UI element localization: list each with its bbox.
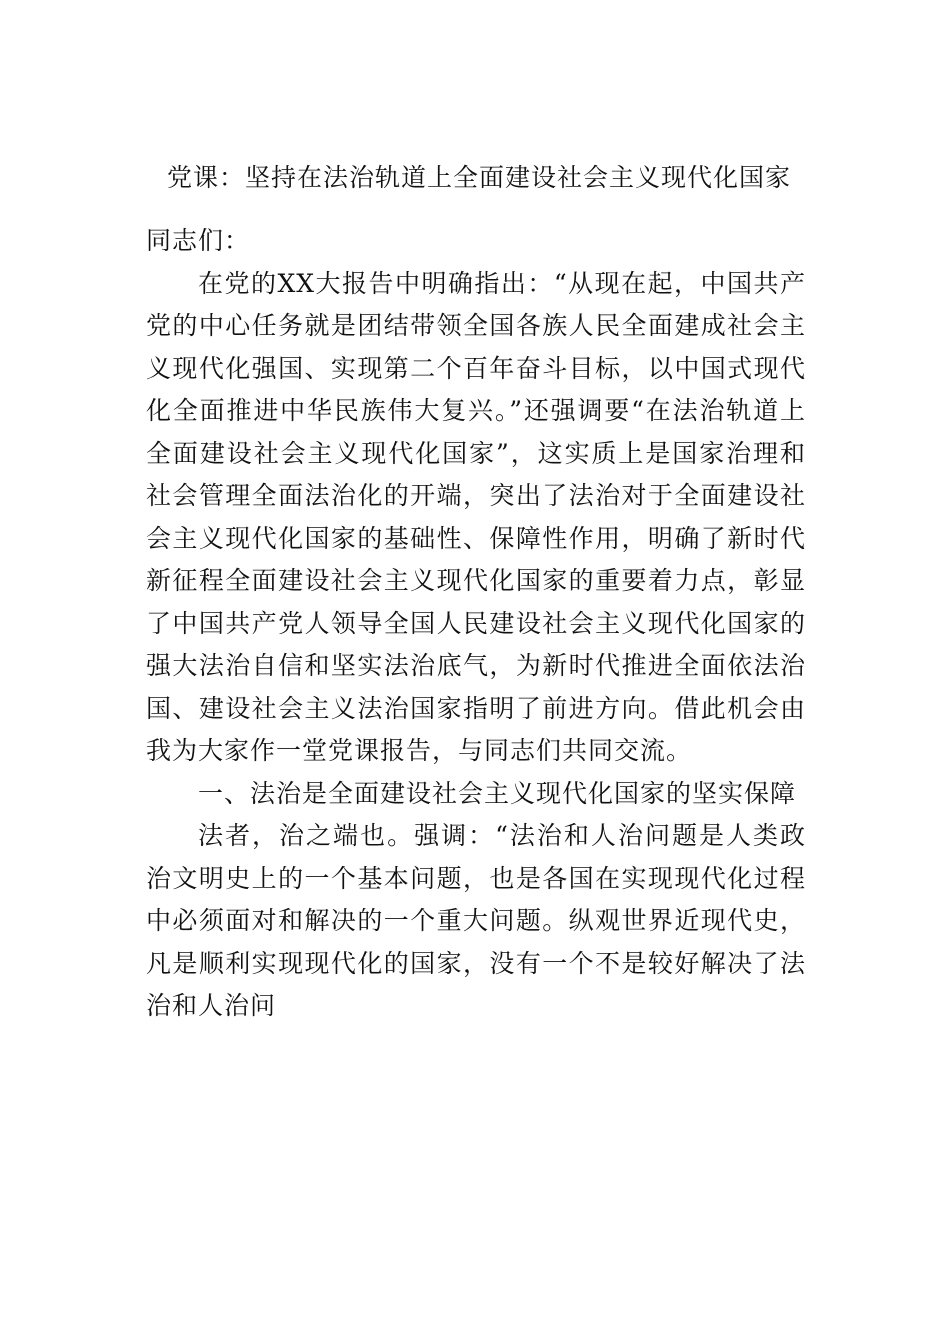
section-heading-1: 一、法治是全面建设社会主义现代化国家的坚实保障 [198, 778, 797, 808]
salutation: 同志们： [146, 226, 251, 255]
paragraph-section-1: 法者，治之端也。强调：“法治和人治问题是人类政治文明史上的一个基本问题，也是各国在实现现代化过程中必须面对和解决的一个重大问题。纵观世界近现代史，凡是顺利实现现代化的国家，没有一个不是较好解决了法治和人治问 [146, 821, 806, 1020]
paragraph-intro: 在党的XX大报告中明确指出：“从现在起，中国共产党的中心任务就是团结带领全国各族人民全面建成社会主义现代化强国、实现第二个百年奋斗目标，以中国式现代化全面推进中华民族伟大复兴。”还强调要“在法治轨道上全面建设社会主义现代化国家”，这实质上是国家治理和社会管理全面法治化的开端，突出了法治对于全面建设社会主义现代化国家的基础性、保障性作用，明确了新时代新征程全面建设社会主义现代化国家的重要着力点，彰显了中国共产党人领导全国人民建设社会主义现代化国家的强大法治自信和坚实法治底气，为新时代推进全面依法治国、建设社会主义法治国家指明了前进方向。借此机会由我为大家作一堂党课报告，与同志们共同交流。 [146, 268, 806, 765]
document-title: 党课：坚持在法治轨道上全面建设社会主义现代化国家 [167, 163, 792, 192]
document-body [146, 220, 806, 1028]
